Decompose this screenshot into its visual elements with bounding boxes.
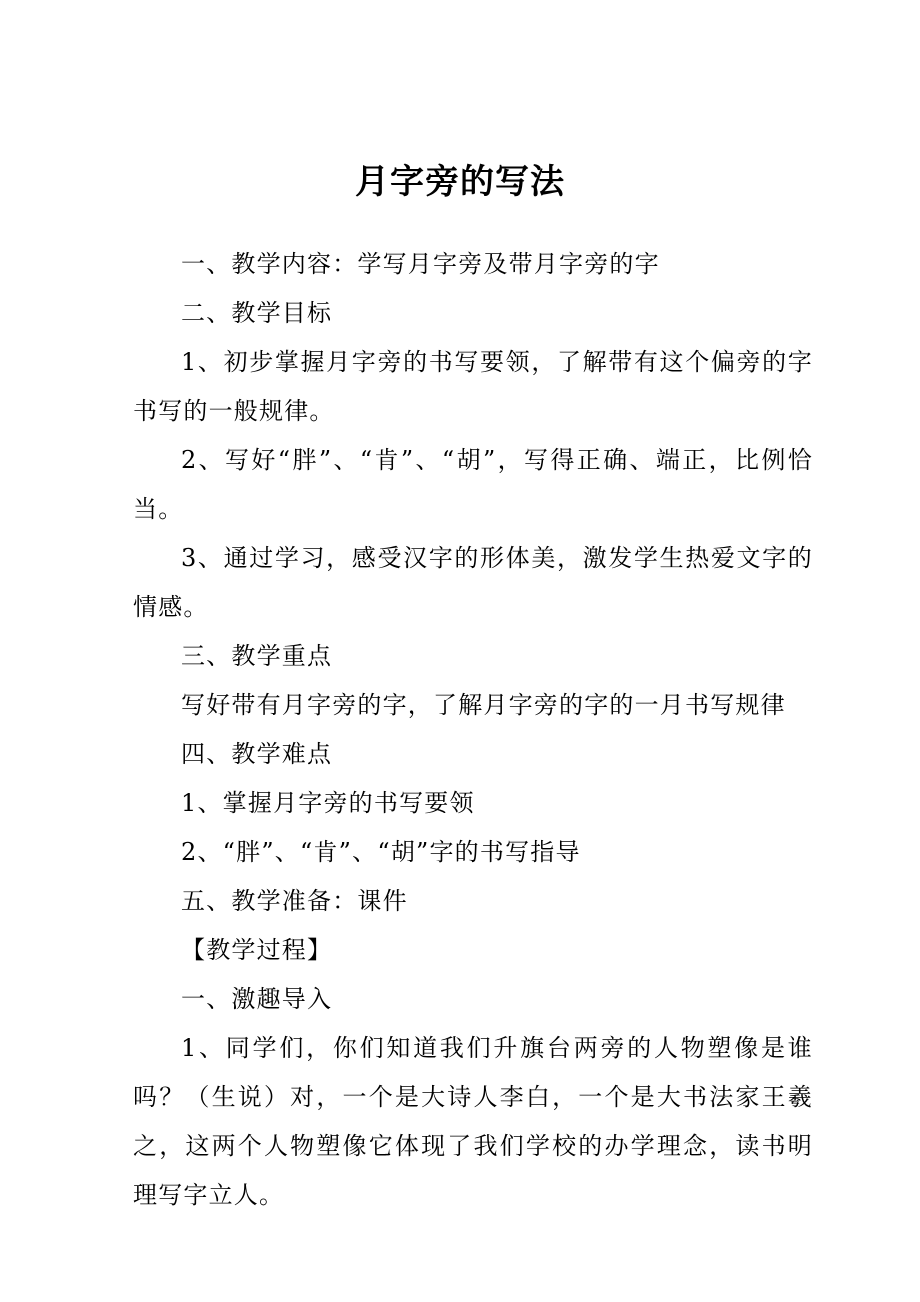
section-teaching-goals-heading: 二、教学目标 <box>181 299 333 327</box>
goal-item-1: 1、初步掌握月字旁的书写要领，了解带有这个偏旁的字书写的一般规律。 <box>133 348 813 425</box>
process-step-1-heading: 一、激趣导入 <box>181 985 333 1013</box>
document-title: 月字旁的写法 <box>355 161 565 202</box>
process-step-1-text: 1、同学们，你们知道我们升旗台两旁的人物塑像是谁吗？（生说）对，一个是大诗人李白，一个是大书法家王羲之，这两个人物塑像它体现了我们学校的办学理念，读书明理写字立人。 <box>133 1034 813 1209</box>
document-body <box>133 240 813 1220</box>
section-teaching-content: 一、教学内容：学写月字旁及带月字旁的字 <box>181 250 660 278</box>
goal-item-3: 3、通过学习，感受汉字的形体美，激发学生热爱文字的情感。 <box>133 544 813 621</box>
goal-item-2: 2、写好“胖”、“肯”、“胡”，写得正确、端正，比例恰当。 <box>133 446 813 523</box>
section-key-points-heading: 三、教学重点 <box>181 642 333 670</box>
section-difficulties-heading: 四、教学难点 <box>181 740 333 768</box>
difficulty-item-1: 1、掌握月字旁的书写要领 <box>181 789 475 817</box>
teaching-process-heading: 【教学过程】 <box>181 936 333 964</box>
section-preparation: 五、教学准备：课件 <box>181 887 408 915</box>
key-point-text: 写好带有月字旁的字，了解月字旁的字的一月书写规律 <box>181 691 786 719</box>
difficulty-item-2: 2、“胖”、“肯”、“胡”字的书写指导 <box>181 838 581 866</box>
